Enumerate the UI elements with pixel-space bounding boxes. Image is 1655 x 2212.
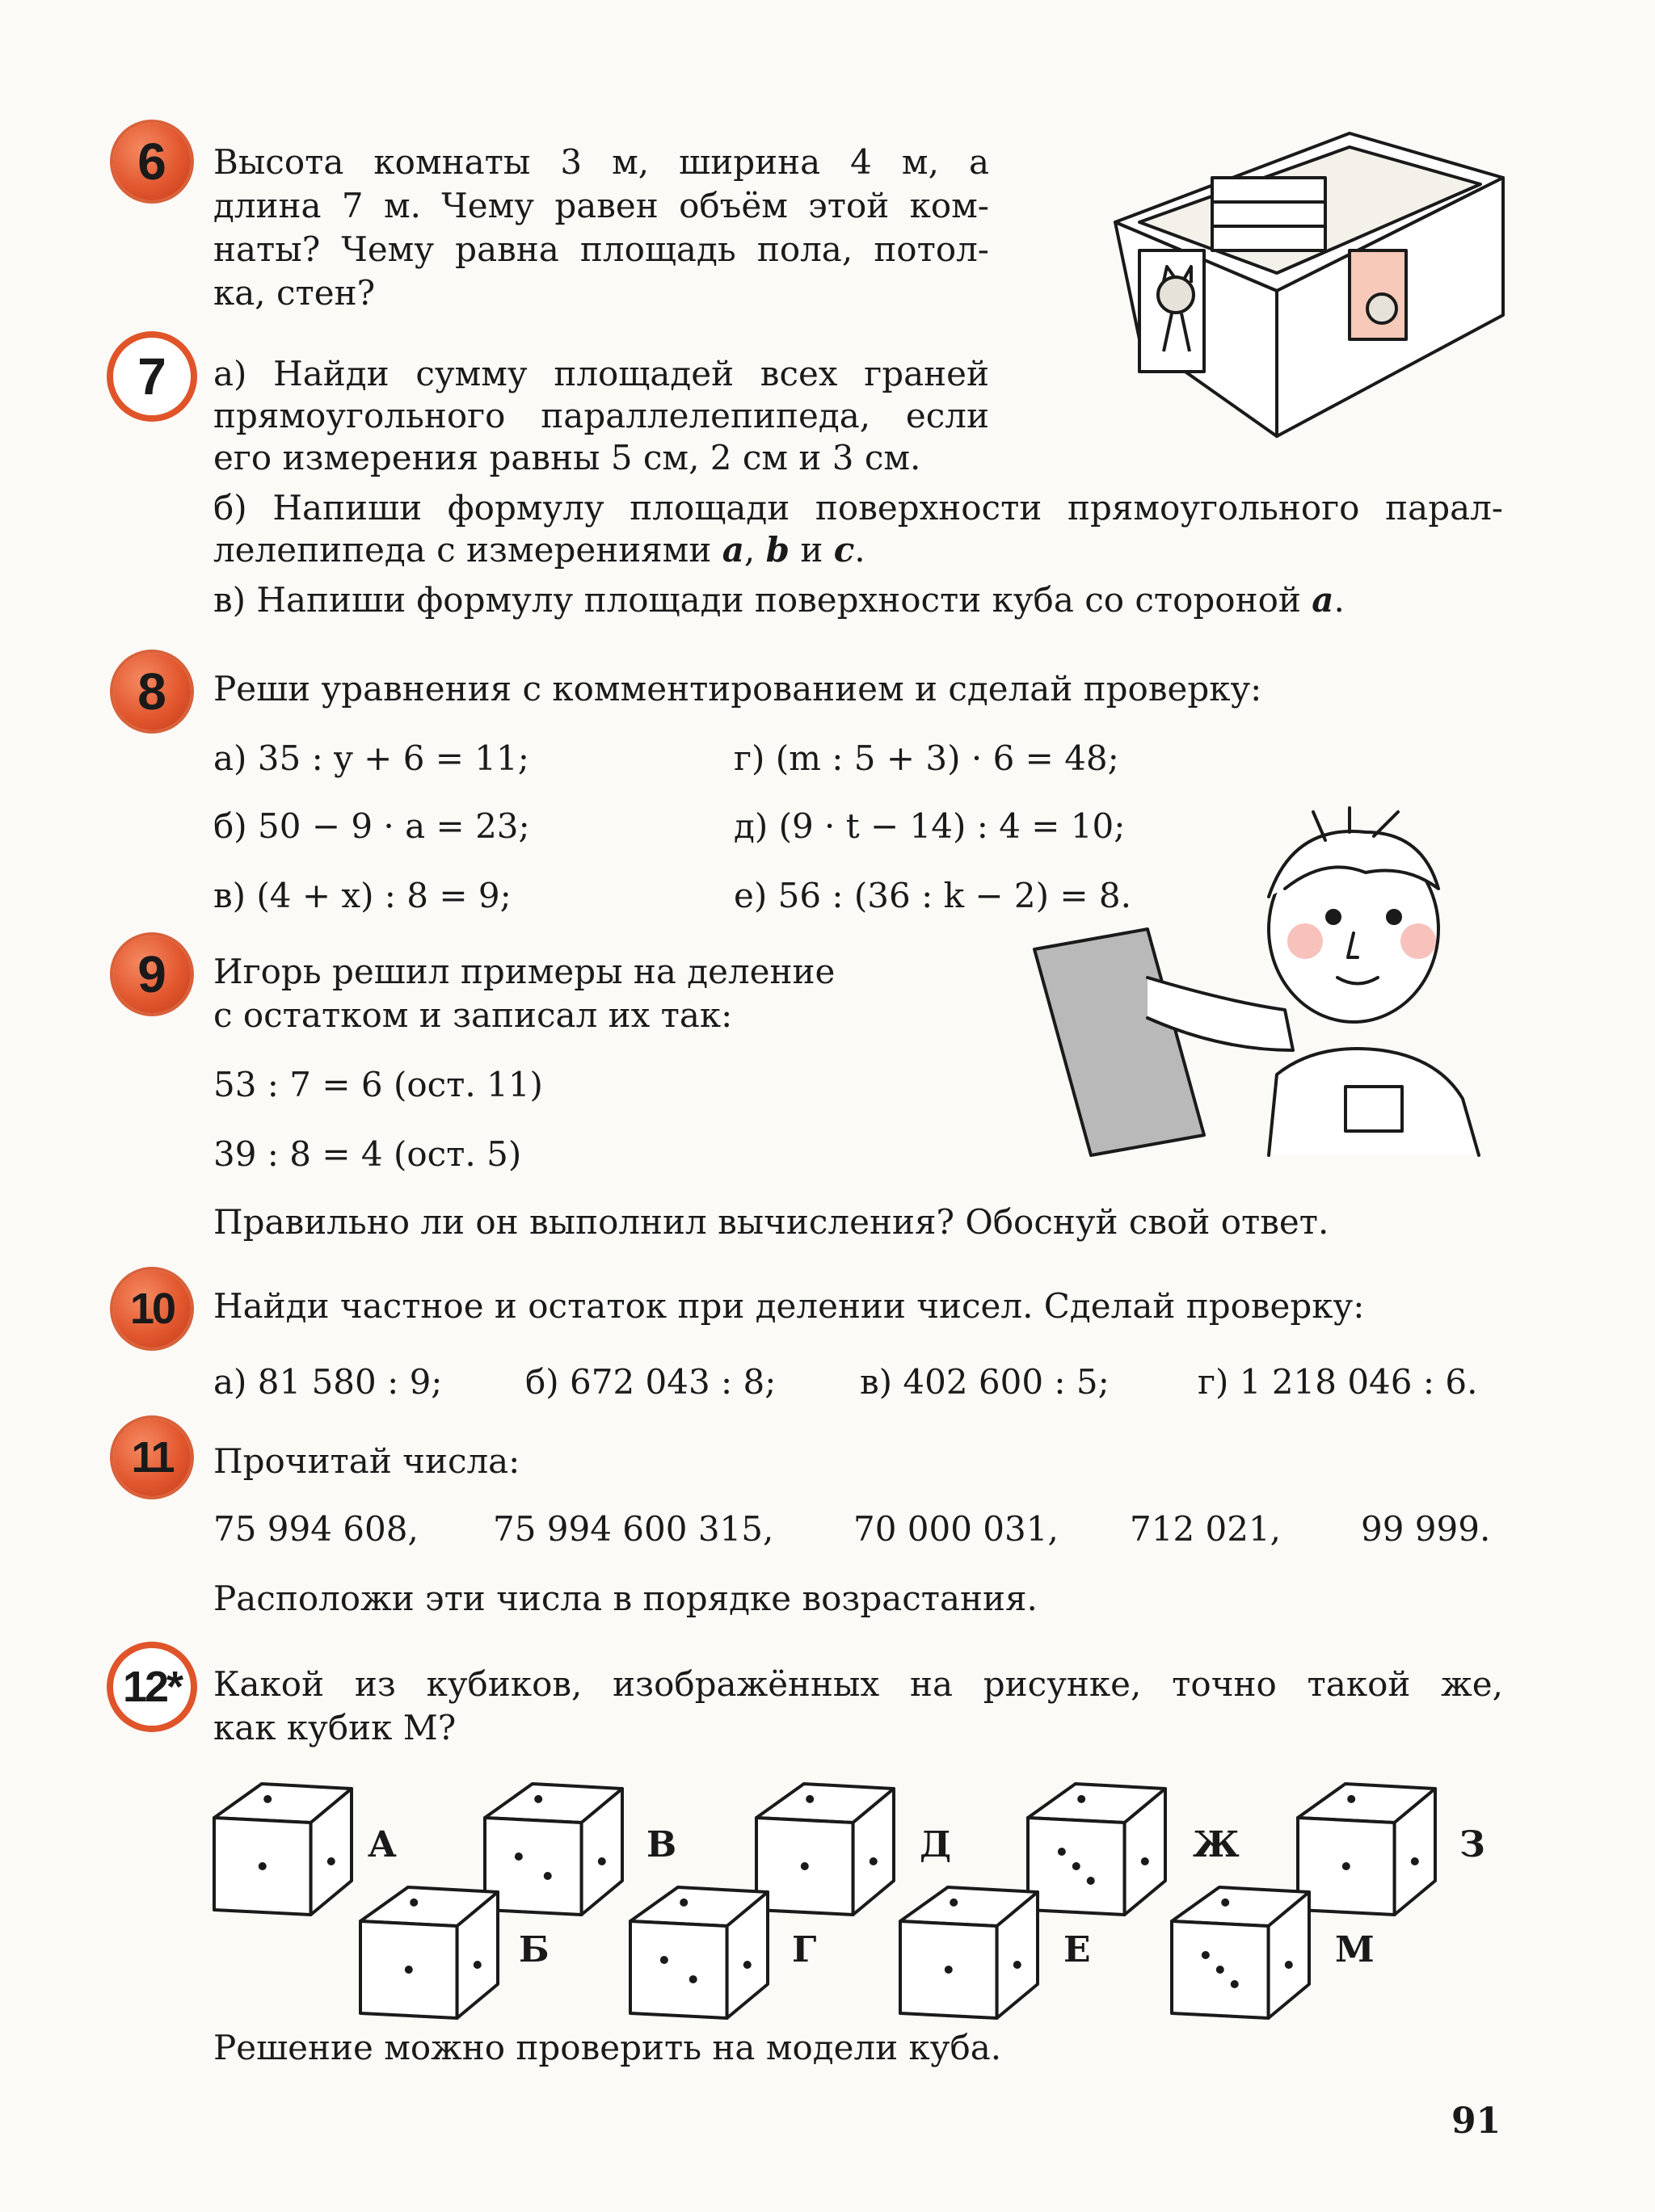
cube-v-top-dot <box>534 1795 542 1803</box>
task-7-v-prefix: в) Напиши формулу площади поверхности куба со стороной <box>213 580 1312 620</box>
var-a-cube: a <box>1312 580 1334 620</box>
cube-z-top-dot <box>1347 1795 1355 1803</box>
var-a: a <box>722 530 744 570</box>
task-11-number-2: 75 994 600 315, <box>493 1509 774 1549</box>
task-8-eq-d: д) (9 · t − 14) : 4 = 10; <box>734 806 1126 846</box>
period: . <box>854 530 865 570</box>
period: . <box>1333 580 1345 620</box>
task-8-title: Реши уравнения с комментированием и сделай проверку: <box>213 669 1262 709</box>
cube-g-front-face <box>630 1921 727 2018</box>
cube-d-side-dot <box>870 1857 878 1865</box>
var-c: c <box>833 530 855 570</box>
task-9-number: 9 <box>137 945 166 1003</box>
task-9-example-1: 53 : 7 = 6 (ост. 11) <box>213 1065 543 1104</box>
task-11-instruction: Расположи эти числа в порядке возрастания. <box>213 1579 1038 1618</box>
cube-g-front-dot <box>660 1956 668 1964</box>
task-11-number-4: 712 021, <box>1130 1509 1282 1549</box>
task-6-line-3: наты? Чему равна площадь пола, потол- <box>213 229 989 269</box>
task-10-item-v: в) 402 600 : 5; <box>860 1362 1110 1402</box>
task-6-line-2: длина 7 м. Чему равен объём этой ком- <box>213 186 989 225</box>
cube-label-zh: Ж <box>1193 1824 1240 1865</box>
cube-m-front-dot <box>1202 1951 1210 1959</box>
task-12-number: 12* <box>122 1663 182 1711</box>
cube-e-front-dot <box>945 1966 953 1974</box>
cube-label-d: Д <box>920 1824 952 1865</box>
cube-v-side-dot <box>598 1857 606 1865</box>
task-7-a-line-3: его измерения равны 5 см, 2 см и 3 см. <box>213 438 921 477</box>
cube-label-z: З <box>1459 1824 1485 1865</box>
cube-v-front-dot <box>544 1872 552 1880</box>
cube-a-side-dot <box>327 1857 335 1865</box>
task-12-line-1: Какой из кубиков, изображённых на рисунке, точно такой же, <box>213 1664 1503 1704</box>
cube-label-a: А <box>368 1824 397 1865</box>
cube-m-front-dot <box>1216 1966 1224 1974</box>
task-6-line-1: Высота комнаты 3 м, ширина 4 м, а <box>213 142 989 182</box>
cube-zh-front-dot <box>1087 1877 1095 1885</box>
cube-m-top-dot <box>1221 1899 1229 1907</box>
task-7-number: 7 <box>137 347 166 406</box>
task-10-item-b: б) 672 043 : 8; <box>525 1362 777 1402</box>
task-9-example-2: 39 : 8 = 4 (ост. 5) <box>213 1134 522 1174</box>
cube-g-top-dot <box>680 1899 688 1907</box>
task-10-item-a: а) 81 580 : 9; <box>213 1362 443 1402</box>
task-8-eq-a: а) 35 : y + 6 = 11; <box>213 738 529 778</box>
task-11-title: Прочитай числа: <box>213 1441 520 1481</box>
task-7-b-line-1: б) Напиши формулу площади поверхности прямоугольного парал- <box>213 488 1503 528</box>
var-b: b <box>765 530 790 570</box>
cube-m-front-dot <box>1231 1980 1239 1988</box>
cube-a-top-dot <box>263 1795 272 1803</box>
task-7-b-prefix: лелепипеда с измерениями <box>213 530 722 570</box>
task-7-a-line-1: а) Найди сумму площадей всех граней <box>213 354 989 393</box>
cube-b-top-dot <box>410 1899 418 1907</box>
task-10-number: 10 <box>129 1285 175 1333</box>
task-9-question: Правильно ли он выполнил вычисления? Обоснуй свой ответ. <box>213 1202 1329 1242</box>
task-8-eq-e: е) 56 : (36 : k − 2) = 8. <box>734 876 1131 915</box>
cube-label-b: Б <box>519 1929 550 1970</box>
cube-label-m: М <box>1335 1929 1375 1970</box>
task-8-eq-v: в) (4 + x) : 8 = 9; <box>213 876 512 915</box>
task-11-number-1: 75 994 608, <box>213 1509 419 1549</box>
cube-z-side-dot <box>1411 1857 1419 1865</box>
cube-zh-side-dot <box>1141 1857 1149 1865</box>
task-11-number: 11 <box>131 1433 173 1482</box>
cube-d-top-dot <box>806 1795 814 1803</box>
task-6-number: 6 <box>137 132 166 191</box>
task-12-footer: Решение можно проверить на модели куба. <box>213 2028 1002 2067</box>
cube-g-side-dot <box>743 1961 752 1969</box>
task-10-item-g: г) 1 218 046 : 6. <box>1198 1362 1478 1402</box>
task-8-eq-b: б) 50 − 9 · a = 23; <box>213 806 530 846</box>
cube-g-front-dot <box>689 1975 697 1983</box>
cube-z-front-dot <box>1342 1862 1350 1870</box>
cube-label-v: В <box>646 1824 677 1865</box>
task-8-eq-g: г) (m : 5 + 3) · 6 = 48; <box>734 738 1119 778</box>
task-9-line-2: с остатком и записал их так: <box>213 995 733 1035</box>
cube-e-top-dot <box>950 1899 958 1907</box>
cube-b-front-dot <box>405 1966 413 1974</box>
cube-zh-front-dot <box>1058 1848 1066 1856</box>
cube-zh-front-dot <box>1072 1862 1080 1870</box>
cube-a-front-dot <box>259 1862 267 1870</box>
task-11-number-5: 99 999. <box>1361 1509 1491 1549</box>
task-8-number: 8 <box>137 662 166 721</box>
cube-label-e: Е <box>1063 1929 1091 1970</box>
cube-d-front-dot <box>801 1862 809 1870</box>
task-11-number-3: 70 000 031, <box>853 1509 1059 1549</box>
and-word: и <box>790 530 834 570</box>
page-number: 91 <box>1451 2101 1501 2142</box>
cube-m-side-dot <box>1285 1961 1293 1969</box>
cube-b-side-dot <box>474 1961 482 1969</box>
comma: , <box>743 530 756 570</box>
task-7-a-line-2: прямоугольного параллелепипеда, если <box>213 396 989 435</box>
cube-e-side-dot <box>1013 1961 1021 1969</box>
task-12-line-2: как кубик М? <box>213 1708 457 1747</box>
cube-zh-top-dot <box>1077 1795 1085 1803</box>
task-9-line-1: Игорь решил примеры на деление <box>213 952 836 991</box>
cube-label-g: Г <box>792 1929 817 1970</box>
task-6-line-4: ка, стен? <box>213 273 376 313</box>
cube-v-front-dot <box>515 1852 523 1861</box>
task-10-title: Найди частное и остаток при делении чисел. Сделай проверку: <box>213 1286 1365 1326</box>
